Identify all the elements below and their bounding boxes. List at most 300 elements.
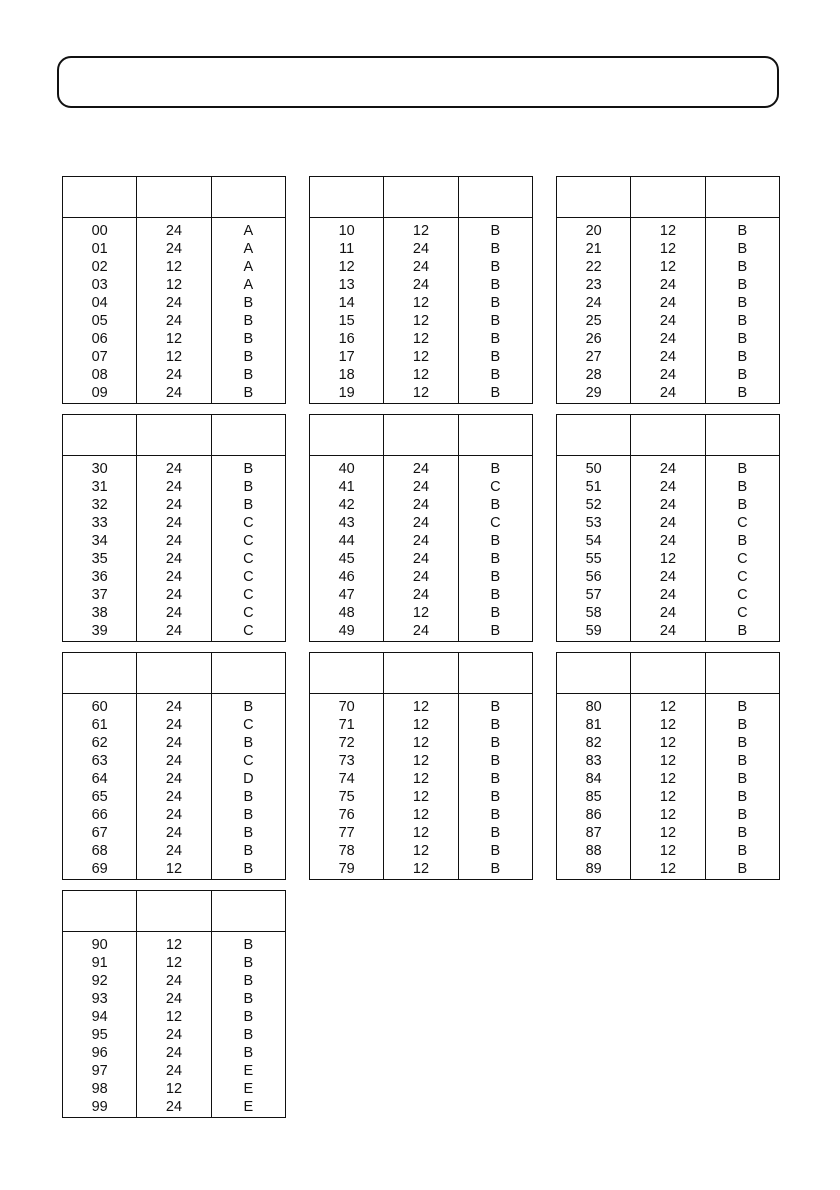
table-cell: B <box>490 533 501 549</box>
table-cell: B <box>243 991 254 1007</box>
table-cell: 24 <box>165 533 183 549</box>
table-cell: B <box>737 825 748 841</box>
table-cell: B <box>243 349 254 365</box>
table-cell: 24 <box>659 385 677 401</box>
value-column <box>136 218 210 403</box>
header-cell <box>63 653 136 693</box>
table-cell: B <box>243 843 254 859</box>
table-cell: 27 <box>585 349 602 365</box>
table-cell: C <box>243 533 254 549</box>
table-cell: 87 <box>585 825 602 841</box>
header-cell <box>136 177 210 217</box>
table-cell: B <box>490 295 501 311</box>
header-cell <box>458 415 532 455</box>
table-cell: 29 <box>585 385 602 401</box>
table-cell: 75 <box>338 789 355 805</box>
table-cell: 43 <box>338 515 355 531</box>
table-header <box>310 177 532 218</box>
table-cell: 24 <box>659 331 677 347</box>
table-cell: 12 <box>165 1009 183 1025</box>
table-cell: 12 <box>165 277 183 293</box>
table-cell: B <box>737 807 748 823</box>
table-cell: B <box>490 717 501 733</box>
table-cell: C <box>737 569 748 585</box>
table-cell: B <box>737 349 748 365</box>
header-cell <box>458 177 532 217</box>
table-cell: 62 <box>91 735 108 751</box>
table-cell: B <box>490 843 501 859</box>
table-cell: B <box>243 497 254 513</box>
table-cell: 24 <box>659 623 677 639</box>
table-cell: 91 <box>91 955 108 971</box>
table-cell: 65 <box>91 789 108 805</box>
table-body <box>557 694 779 879</box>
table-cell: 96 <box>91 1045 108 1061</box>
table-cell: 11 <box>339 241 355 257</box>
header-cell <box>310 653 383 693</box>
table-cell: 86 <box>585 807 602 823</box>
table-cell: B <box>490 569 501 585</box>
class-column <box>211 932 285 1117</box>
table-cell: B <box>737 259 748 275</box>
table-cell: 24 <box>165 551 183 567</box>
table-cell: B <box>737 223 748 239</box>
table-cell: 42 <box>338 497 355 513</box>
table-cell: 07 <box>91 349 108 365</box>
table-cell: 12 <box>659 259 677 275</box>
table-cell: 12 <box>165 1081 183 1097</box>
table-cell: 03 <box>91 277 108 293</box>
table-cell: 67 <box>91 825 108 841</box>
table-cell: 12 <box>659 241 677 257</box>
table-cell: 12 <box>412 367 430 383</box>
table-cell: 24 <box>165 385 183 401</box>
table-cell: B <box>490 807 501 823</box>
table-cell: 00 <box>91 223 108 239</box>
table-cell: 12 <box>412 717 430 733</box>
table-cell: 24 <box>165 717 183 733</box>
header-cell <box>211 177 285 217</box>
table-cell: 24 <box>412 515 430 531</box>
class-column <box>211 218 285 403</box>
table-cell: 98 <box>91 1081 108 1097</box>
table-cell: 24 <box>659 605 677 621</box>
table-cell: 24 <box>659 295 677 311</box>
table-cell: C <box>490 479 501 495</box>
header-cell <box>211 891 285 931</box>
table-body <box>63 456 285 641</box>
table-cell: C <box>243 551 254 567</box>
code-table <box>309 652 533 880</box>
table-cell: B <box>243 699 254 715</box>
table-cell: 24 <box>165 569 183 585</box>
header-cell <box>310 415 383 455</box>
table-body <box>557 218 779 403</box>
code-table <box>62 176 286 404</box>
code-column <box>63 694 136 879</box>
table-cell: 78 <box>338 843 355 859</box>
header-cell <box>705 415 779 455</box>
class-column <box>211 456 285 641</box>
table-cell: 12 <box>412 349 430 365</box>
table-cell: B <box>490 551 501 567</box>
table-cell: 97 <box>91 1063 108 1079</box>
table-cell: 95 <box>91 1027 108 1043</box>
table-cell: C <box>243 515 254 531</box>
table-cell: 12 <box>412 295 430 311</box>
table-cell: B <box>737 385 748 401</box>
table-cell: 35 <box>91 551 108 567</box>
title-box <box>57 56 779 108</box>
table-cell: 24 <box>165 843 183 859</box>
code-column <box>310 218 383 403</box>
table-cell: 12 <box>659 825 677 841</box>
header-cell <box>136 891 210 931</box>
header-cell <box>63 415 136 455</box>
table-cell: B <box>737 861 748 877</box>
table-cell: 54 <box>585 533 602 549</box>
table-cell: B <box>737 367 748 383</box>
table-cell: 56 <box>585 569 602 585</box>
table-cell: 02 <box>91 259 108 275</box>
table-cell: B <box>490 331 501 347</box>
table-cell: 90 <box>91 937 108 953</box>
table-cell: B <box>737 331 748 347</box>
class-column <box>705 456 779 641</box>
table-cell: 25 <box>585 313 602 329</box>
table-cell: 58 <box>585 605 602 621</box>
table-cell: 12 <box>412 385 430 401</box>
table-cell: B <box>737 313 748 329</box>
table-cell: B <box>243 825 254 841</box>
table-cell: 40 <box>338 461 355 477</box>
value-column <box>136 932 210 1117</box>
table-cell: 24 <box>412 259 430 275</box>
table-cell: 57 <box>585 587 602 603</box>
code-table <box>62 414 286 642</box>
table-cell: B <box>490 587 501 603</box>
code-column <box>310 456 383 641</box>
table-cell: 10 <box>338 223 355 239</box>
table-cell: 24 <box>659 461 677 477</box>
value-column <box>383 456 457 641</box>
table-cell: 12 <box>659 223 677 239</box>
table-cell: 12 <box>659 735 677 751</box>
table-cell: B <box>490 241 501 257</box>
table-cell: 24 <box>165 605 183 621</box>
table-cell: 24 <box>165 735 183 751</box>
table-cell: 94 <box>91 1009 108 1025</box>
class-column <box>458 456 532 641</box>
table-cell: B <box>243 937 254 953</box>
table-cell: 24 <box>659 349 677 365</box>
table-body <box>310 456 532 641</box>
table-cell: 12 <box>412 753 430 769</box>
table-cell: B <box>490 277 501 293</box>
table-cell: 12 <box>412 735 430 751</box>
header-cell <box>136 415 210 455</box>
table-cell: 12 <box>659 789 677 805</box>
code-table <box>556 176 780 404</box>
table-cell: B <box>737 699 748 715</box>
table-cell: 12 <box>165 259 183 275</box>
class-column <box>705 694 779 879</box>
table-cell: 26 <box>585 331 602 347</box>
table-cell: 18 <box>338 367 355 383</box>
table-cell: 36 <box>91 569 108 585</box>
table-cell: 24 <box>165 313 183 329</box>
value-column <box>630 694 704 879</box>
table-cell: 68 <box>91 843 108 859</box>
table-cell: 04 <box>91 295 108 311</box>
table-cell: 24 <box>165 789 183 805</box>
table-cell: 49 <box>338 623 355 639</box>
table-cell: 24 <box>659 313 677 329</box>
header-cell <box>383 177 457 217</box>
code-table <box>309 414 533 642</box>
table-cell: 37 <box>91 587 108 603</box>
header-cell <box>63 891 136 931</box>
table-cell: 12 <box>412 699 430 715</box>
table-cell: 24 <box>165 825 183 841</box>
table-cell: 24 <box>165 623 183 639</box>
table-cell: B <box>490 461 501 477</box>
table-cell: 17 <box>338 349 355 365</box>
table-cell: 24 <box>585 295 602 311</box>
table-cell: 24 <box>165 515 183 531</box>
table-cell: 21 <box>585 241 602 257</box>
table-cell: B <box>490 699 501 715</box>
header-cell <box>705 177 779 217</box>
class-column <box>211 694 285 879</box>
table-cell: 24 <box>165 991 183 1007</box>
table-cell: 12 <box>165 937 183 953</box>
table-cell: C <box>243 717 254 733</box>
table-cell: 92 <box>91 973 108 989</box>
table-cell: B <box>490 349 501 365</box>
value-column <box>630 218 704 403</box>
table-cell: B <box>243 331 254 347</box>
table-cell: 24 <box>659 479 677 495</box>
table-cell: B <box>737 497 748 513</box>
table-cell: 12 <box>412 825 430 841</box>
table-cell: B <box>490 623 501 639</box>
table-cell: 09 <box>91 385 108 401</box>
table-cell: 28 <box>585 367 602 383</box>
table-cell: 69 <box>91 861 108 877</box>
table-cell: B <box>737 771 748 787</box>
table-cell: 12 <box>412 605 430 621</box>
table-cell: 31 <box>91 479 108 495</box>
table-cell: 24 <box>165 771 183 787</box>
table-cell: 51 <box>585 479 602 495</box>
header-cell <box>630 177 704 217</box>
table-cell: 12 <box>165 349 183 365</box>
table-cell: 12 <box>659 753 677 769</box>
table-cell: 41 <box>338 479 355 495</box>
table-cell: 12 <box>412 331 430 347</box>
table-cell: 72 <box>338 735 355 751</box>
table-header <box>63 415 285 456</box>
table-cell: 12 <box>659 843 677 859</box>
table-cell: 24 <box>165 1027 183 1043</box>
table-cell: 44 <box>338 533 355 549</box>
table-cell: 12 <box>165 331 183 347</box>
table-cell: A <box>243 259 254 275</box>
table-cell: 24 <box>165 973 183 989</box>
table-cell: C <box>737 515 748 531</box>
table-cell: 46 <box>338 569 355 585</box>
table-cell: 12 <box>659 717 677 733</box>
table-cell: 12 <box>659 551 677 567</box>
table-cell: 50 <box>585 461 602 477</box>
table-cell: B <box>490 313 501 329</box>
table-cell: 12 <box>412 771 430 787</box>
table-cell: 24 <box>659 515 677 531</box>
table-body <box>63 932 285 1117</box>
table-header <box>63 177 285 218</box>
value-column <box>630 456 704 641</box>
table-cell: C <box>737 587 748 603</box>
header-cell <box>211 415 285 455</box>
table-cell: 80 <box>585 699 602 715</box>
table-cell: 24 <box>165 699 183 715</box>
header-cell <box>136 653 210 693</box>
code-table <box>62 890 286 1118</box>
table-cell: 48 <box>338 605 355 621</box>
table-cell: C <box>243 753 254 769</box>
table-cell: 12 <box>659 807 677 823</box>
table-cell: 24 <box>165 753 183 769</box>
table-cell: 32 <box>91 497 108 513</box>
table-cell: 24 <box>659 569 677 585</box>
table-cell: 12 <box>165 955 183 971</box>
value-column <box>136 694 210 879</box>
table-cell: B <box>737 533 748 549</box>
value-column <box>383 694 457 879</box>
table-cell: 77 <box>338 825 355 841</box>
table-cell: 24 <box>412 479 430 495</box>
table-cell: B <box>490 735 501 751</box>
code-column <box>557 694 630 879</box>
table-cell: 39 <box>91 623 108 639</box>
table-cell: 30 <box>91 461 108 477</box>
table-cell: 24 <box>659 367 677 383</box>
table-cell: A <box>243 277 254 293</box>
table-cell: 34 <box>91 533 108 549</box>
table-cell: 24 <box>165 367 183 383</box>
code-table <box>309 176 533 404</box>
table-cell: 93 <box>91 991 108 1007</box>
table-cell: 24 <box>165 587 183 603</box>
table-cell: 45 <box>338 551 355 567</box>
table-cell: E <box>243 1063 254 1079</box>
header-cell <box>310 177 383 217</box>
code-column <box>63 932 136 1117</box>
table-cell: B <box>490 753 501 769</box>
table-cell: B <box>243 807 254 823</box>
table-header <box>557 415 779 456</box>
table-cell: B <box>737 479 748 495</box>
table-cell: 24 <box>412 277 430 293</box>
table-cell: B <box>243 385 254 401</box>
table-cell: B <box>243 479 254 495</box>
table-cell: C <box>243 569 254 585</box>
table-cell: 24 <box>165 479 183 495</box>
header-cell <box>630 653 704 693</box>
table-cell: B <box>243 1045 254 1061</box>
table-cell: B <box>737 295 748 311</box>
table-cell: 24 <box>412 551 430 567</box>
table-cell: C <box>737 605 748 621</box>
table-cell: B <box>737 277 748 293</box>
table-cell: 85 <box>585 789 602 805</box>
table-cell: 76 <box>338 807 355 823</box>
header-cell <box>383 415 457 455</box>
table-cell: 79 <box>338 861 355 877</box>
table-cell: B <box>243 1009 254 1025</box>
table-cell: B <box>490 605 501 621</box>
table-cell: B <box>490 861 501 877</box>
value-column <box>383 218 457 403</box>
table-cell: E <box>243 1099 254 1115</box>
table-cell: 08 <box>91 367 108 383</box>
header-cell <box>211 653 285 693</box>
table-cell: B <box>243 461 254 477</box>
table-body <box>63 218 285 403</box>
table-cell: 24 <box>412 241 430 257</box>
table-cell: 47 <box>338 587 355 603</box>
table-cell: 16 <box>338 331 355 347</box>
class-column <box>458 218 532 403</box>
table-cell: 82 <box>585 735 602 751</box>
table-header <box>557 177 779 218</box>
code-table <box>556 652 780 880</box>
table-header <box>310 415 532 456</box>
table-cell: 24 <box>412 587 430 603</box>
table-cell: 12 <box>412 861 430 877</box>
table-cell: A <box>243 241 254 257</box>
table-cell: 12 <box>412 843 430 859</box>
table-body <box>63 694 285 879</box>
table-cell: B <box>737 789 748 805</box>
table-cell: 81 <box>585 717 602 733</box>
table-cell: C <box>737 551 748 567</box>
table-cell: 01 <box>91 241 108 257</box>
table-cell: B <box>243 973 254 989</box>
table-cell: B <box>490 825 501 841</box>
table-cell: 24 <box>165 1045 183 1061</box>
table-cell: 24 <box>165 295 183 311</box>
table-cell: 15 <box>338 313 355 329</box>
table-cell: B <box>737 623 748 639</box>
table-cell: B <box>243 367 254 383</box>
table-cell: 24 <box>412 533 430 549</box>
table-cell: 53 <box>585 515 602 531</box>
table-cell: B <box>737 735 748 751</box>
table-cell: 12 <box>659 699 677 715</box>
table-cell: 23 <box>585 277 602 293</box>
table-header <box>310 653 532 694</box>
table-body <box>310 694 532 879</box>
value-column <box>136 456 210 641</box>
table-cell: 60 <box>91 699 108 715</box>
table-cell: B <box>243 1027 254 1043</box>
table-cell: 24 <box>412 497 430 513</box>
table-cell: 20 <box>585 223 602 239</box>
table-cell: B <box>737 461 748 477</box>
table-body <box>557 456 779 641</box>
